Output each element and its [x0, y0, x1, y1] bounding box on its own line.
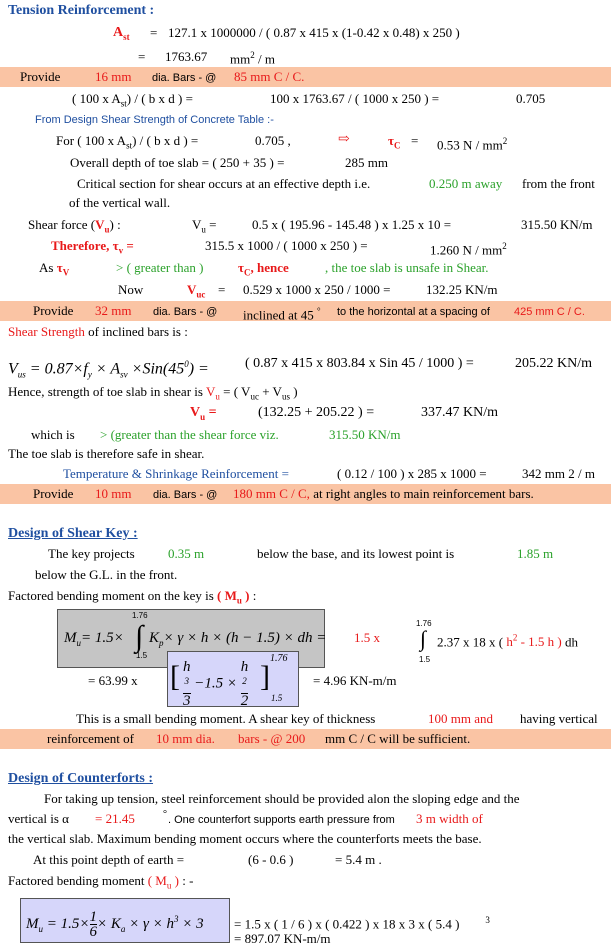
shear-key-heading: Design of Shear Key :: [8, 526, 138, 541]
tau-value: 1.260 N / $mm^2$: [430, 241, 507, 258]
bracket-upper: 1.76: [270, 653, 288, 664]
int2-body: 2.37 x 18 x ( $h^2 - 1.5$ h ) dh: [437, 633, 579, 650]
shear-force-label: Shear force $(V_u)$ :: [28, 217, 121, 235]
below-gl: below the G.L. in the front.: [35, 567, 178, 582]
int-integrand: $K_p\times \gamma \times h \times (h - 1.5)$ × dh =: [149, 630, 327, 648]
bars-text-1: dia. Bars - @: [152, 72, 217, 84]
now-label: Now: [118, 282, 144, 297]
critical-text: Critical section for shear occurs at an effective depth i.e.: [77, 176, 371, 191]
int-upper: 1.76: [132, 611, 148, 620]
int2-lower: 1.5: [419, 655, 431, 664]
tauc-hence: $\tau_C$, hence: [238, 260, 289, 278]
greater-text: > ( greater than ): [116, 260, 204, 275]
one-text: . One counterfort supports earth pressure from: [168, 814, 395, 826]
vertical-is: vertical is α: [8, 811, 69, 826]
bars-text-2: dia. Bars - @: [153, 306, 218, 318]
table-note: From Design Shear Strength of Concrete Table :-: [35, 114, 274, 126]
spacing-1: 85 mm C / C.: [234, 69, 305, 84]
int-lower: 1.5: [136, 651, 148, 660]
ast-expression: 127.1 x 1000000 / ( 0.87 x 415 x (1-0.42 x 0.48) x 250 ): [168, 25, 460, 40]
bars-text-3: dia. Bars - @: [153, 489, 218, 501]
coef: 1.5 x: [354, 630, 380, 645]
critical-post: from the front: [522, 176, 595, 191]
lowest-value: 1.85 m: [517, 546, 554, 561]
depth-earth-value: = 5.4 m .: [335, 852, 382, 867]
bracket-expr: h $^3$ 3 −1.5 × h $^2$ 2: [183, 659, 249, 709]
tau-c-eq: =: [411, 133, 419, 148]
vu2-label: $V_u$ =: [190, 405, 217, 422]
counterforts-line3: the vertical slab. Maximum bending moment occurs where the counterforts meets the base.: [8, 831, 482, 846]
safe-text: The toe slab is therefore safe in shear.: [8, 446, 205, 461]
vuc-label: $V_{uc}$: [187, 282, 206, 300]
below-text: below the base, and its lowest point is: [257, 546, 455, 561]
reinforcement-text: reinforcement of: [47, 731, 134, 746]
result-value: = 4.96 KN-m/m: [313, 673, 397, 688]
critical-line2: of the vertical wall.: [69, 195, 171, 210]
factored-counterfort: Factored bending moment ( $M_u$ ) : -: [8, 873, 194, 891]
inclined-text: inclined at 45 °: [243, 306, 321, 323]
bracket-open: [: [170, 660, 180, 693]
critical-value: 0.250 m away: [429, 176, 503, 191]
tau-expr: 315.5 x 1000 / ( 1000 x 250 ) =: [205, 238, 368, 253]
vu-expr: 0.5 x ( 195.96 - 145.48 ) x 1.25 x 10 =: [252, 217, 452, 232]
which-is: which is: [31, 427, 75, 442]
projects-value: 0.35 m: [168, 546, 205, 561]
shear-force-value: 315.50 KN/m: [329, 427, 401, 442]
projects-text: The key projects: [48, 546, 135, 561]
strength-title: Shear Strength of inclined bars is :: [8, 324, 188, 339]
bar-dia-3: 10 mm: [95, 486, 132, 501]
vu-value: 315.50 KN/m: [521, 217, 593, 232]
ratio-lhs: ( 100 x $A_{st}$) / ( b x d ) =: [72, 91, 193, 109]
integral-sign: ∫: [135, 620, 144, 653]
ast-eq: =: [150, 25, 158, 40]
spacing-2: 425 mm C / C.: [514, 306, 585, 318]
int-formula: $M_u= 1.5\times$: [64, 630, 124, 648]
counterforts-line1: For taking up tension, steel reinforcement should be provided alon the sloping edge and the: [44, 791, 520, 806]
alpha-value: = 21.45: [95, 811, 135, 826]
key-bars: bars - @ 200: [238, 731, 306, 746]
vus-expr: ( 0.87 x 415 x 803.84 x Sin 45 / 1000 ) =: [245, 356, 474, 371]
vuc-expr: 0.529 x 1000 x 250 / 1000 =: [243, 282, 391, 297]
unsafe-text: , the toe slab is unsafe in Shear.: [325, 260, 489, 275]
thickness: 100 mm and: [428, 711, 493, 726]
counterfort-value: = 897.07 KN-m/m: [234, 931, 331, 946]
tau-c-value: 0.53 N / $mm^2$: [437, 136, 508, 153]
as-label: As $\tau_V$: [39, 260, 70, 278]
width: 3 m width of: [416, 811, 483, 826]
vu2-value: 337.47 KN/m: [421, 405, 498, 420]
depth-earth-expr: (6 - 0.6 ): [248, 852, 294, 867]
key-dia: 10 mm dia.: [156, 731, 215, 746]
ast-label: $A_{st}$: [113, 25, 130, 42]
ratio-expr: 100 x 1763.67 / ( 1000 x 250 ) =: [270, 91, 440, 106]
vu2-expr: (132.25 + 205.22 ) =: [258, 405, 375, 420]
temperature-label: Temperature & Shrinkage Reinforcement =: [63, 466, 289, 481]
provide-label-2: Provide: [33, 303, 74, 318]
horizontal-text: to the horizontal at a spacing of: [337, 306, 490, 318]
ratio-value: 0.705: [516, 91, 546, 106]
ast-value: 1763.67: [165, 49, 208, 64]
hence-text: Hence, strength of toe slab in shear is $V_u$ = ( $V_{uc} + V_{us}$ ): [8, 384, 298, 402]
bar-dia-2: 32 mm: [95, 303, 132, 318]
bracket-close: ]: [260, 660, 270, 693]
vus-formula: $V_{us} = 0.87\times f_y \times A_{sv} \times Sin(45^0)$ =: [8, 359, 209, 380]
vuc-eq: =: [218, 282, 226, 297]
temperature-value: 342 mm 2 / m: [522, 466, 595, 481]
counterforts-heading: Design of Counterforts :: [8, 771, 154, 786]
vus-value: 205.22 KN/m: [515, 356, 592, 371]
depth-value: 285 mm: [345, 155, 388, 170]
arrow-icon: ⇨: [338, 132, 350, 147]
int2-upper: 1.76: [416, 619, 432, 628]
provide-label-3: Provide: [33, 486, 74, 501]
ast-eq2: =: [138, 49, 146, 64]
vuc-value: 132.25 KN/m: [426, 282, 498, 297]
alpha-deg: °: [163, 809, 167, 820]
counterfort-calc: = 1.5 x ( 1 / 6 ) x ( 0.422 ) x 18 x 3 x ( 5.4 ) $^3$: [234, 915, 490, 932]
key-cc: mm C / C will be sufficient.: [325, 731, 471, 746]
bracket-lower: 1.5: [271, 693, 283, 703]
for-ratio-value: 0.705 ,: [255, 133, 291, 148]
tension-heading: Tension Reinforcement :: [8, 3, 155, 18]
spacing-3: 180 mm C / C, at right angles to main reinforcement bars.: [233, 486, 534, 501]
temperature-expr: ( 0.12 / 100 ) x 285 x 1000 =: [337, 466, 487, 481]
ast-unit: $mm^2$ / m: [230, 50, 275, 67]
provide-band-1: [0, 67, 611, 87]
result-lhs: = 63.99 x: [88, 673, 138, 688]
integral-sign-2: ∫: [420, 626, 427, 651]
therefore-label: Therefore, $\tau_v$ =: [51, 238, 134, 256]
tau-c-symbol: $\tau_C$: [388, 133, 401, 151]
factored-key: Factored bending moment on the key is ( $M_u$ ) :: [8, 588, 257, 606]
bar-dia-1: 16 mm: [95, 69, 132, 84]
provide-label-1: Provide: [20, 69, 61, 84]
vu-lhs: $V_u$ =: [192, 217, 217, 235]
for-ratio: For ( 100 x $A_{st}$) / ( b x d ) =: [56, 133, 199, 151]
depth-text: Overall depth of toe slab = ( 250 + 35 ) =: [70, 155, 285, 170]
depth-earth-text: At this point depth of earth =: [33, 852, 185, 867]
greater-shear: > (greater than the shear force viz.: [100, 427, 279, 442]
counterfort-formula: $M_u = 1.5\times$ $\frac{1}{6}$ × $K_a \times \gamma \times h^3 \times 3$: [26, 909, 204, 941]
small-text: This is a small bending moment. A shear key of thickness: [76, 711, 376, 726]
vertical-text: having vertical: [520, 711, 598, 726]
